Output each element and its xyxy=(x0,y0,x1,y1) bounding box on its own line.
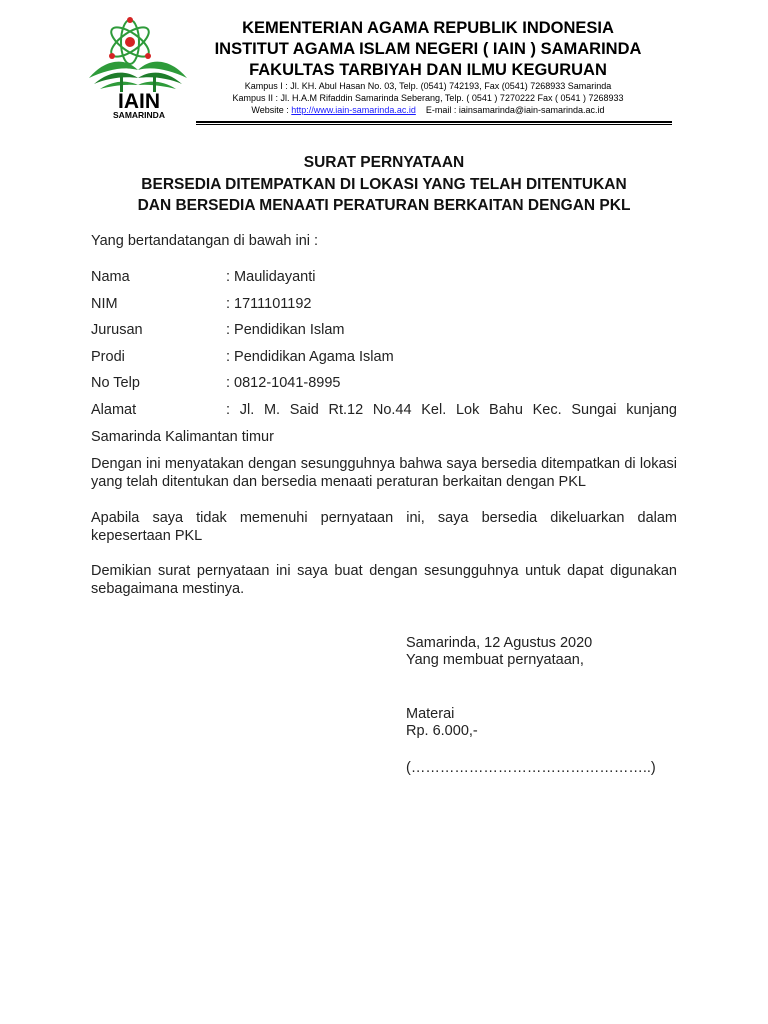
iain-logo xyxy=(84,12,194,120)
header-rule-thick xyxy=(196,121,672,123)
field-label-nama: Nama xyxy=(91,269,130,285)
field-label-prodi: Prodi xyxy=(91,349,125,365)
consequence-paragraph: Apabila saya tidak memenuhi pernyataan ini, saya bersedia dikeluarkan dalam kepesertaan PKL xyxy=(91,510,677,544)
header-contact xyxy=(196,105,660,116)
field-label-jurusan: Jurusan xyxy=(91,322,143,338)
field-value-alamat-cont: Samarinda Kalimantan timur xyxy=(91,429,274,445)
field-value-alamat: : Jl. M. Said Rt.12 No.44 Kel. Lok Bahu Kec. Sungai kunjang xyxy=(226,402,677,418)
statement-paragraph: Dengan ini menyatakan dengan sesungguhnya bahwa saya bersedia ditempatkan di lokasi yang telah ditentukan dan bersedia menaati peraturan berkaitan dengan PKL xyxy=(91,456,677,490)
header-ministry: KEMENTERIAN AGAMA REPUBLIK INDONESIA xyxy=(242,19,614,37)
website-label: Website : xyxy=(251,105,292,115)
field-value-prodi: : Pendidikan Agama Islam xyxy=(226,349,394,365)
website-link[interactable]: http://www.iain-samarinda.ac.id xyxy=(291,105,416,115)
logo-text: IAIN xyxy=(118,90,160,113)
field-label-telp: No Telp xyxy=(91,375,140,391)
document-title: SURAT PERNYATAAN xyxy=(303,154,465,171)
field-value-nim: : 1711101192 xyxy=(226,296,312,312)
header-kampus-2: Kampus II : Jl. H.A.M Rifaddin Samarinda Seberang, Telp. ( 0541 ) 7270222 Fax ( 0541 ) 7268933 xyxy=(232,93,624,103)
field-value-nama: : Maulidayanti xyxy=(226,269,316,285)
field-value-jurusan: : Pendidikan Islam xyxy=(226,322,345,338)
header-institute: INSTITUT AGAMA ISLAM NEGERI ( IAIN ) SAMARINDA xyxy=(214,40,642,58)
field-label-alamat: Alamat xyxy=(91,402,137,418)
signature-role: Yang membuat pernyataan, xyxy=(406,652,584,668)
signature-name-placeholder: (…………………………………………..) xyxy=(406,760,656,776)
logo-subtext: SAMARINDA xyxy=(113,110,165,120)
field-value-telp: : 0812-1041-8995 xyxy=(226,375,341,391)
email-text: E-mail : iainsamarinda@iain-samarinda.ac.id xyxy=(425,105,605,115)
intro-text: Yang bertandatangan di bawah ini : xyxy=(91,233,319,249)
header-faculty: FAKULTAS TARBIYAH DAN ILMU KEGURUAN xyxy=(249,61,607,79)
signature-place-date: Samarinda, 12 Agustus 2020 xyxy=(406,635,593,651)
stamp-duty-label: Materai xyxy=(406,706,455,722)
document-subtitle-1: BERSEDIA DITEMPATKAN DI LOKASI YANG TELAH DITENTUKAN xyxy=(141,176,627,193)
document-subtitle-2: DAN BERSEDIA MENAATI PERATURAN BERKAITAN DENGAN PKL xyxy=(137,197,631,214)
header-rule-thin xyxy=(196,124,672,125)
header-kampus-1: Kampus I : Jl. KH. Abul Hasan No. 03, Telp. (0541) 742193, Fax (0541) 7268933 Samarinda xyxy=(244,81,612,91)
closing-paragraph: Demikian surat pernyataan ini saya buat dengan sesungguhnya untuk dapat digunakan sebagaimana mestinya. xyxy=(91,563,677,597)
stamp-duty-value: Rp. 6.000,- xyxy=(406,723,478,739)
field-label-nim: NIM xyxy=(91,296,118,312)
